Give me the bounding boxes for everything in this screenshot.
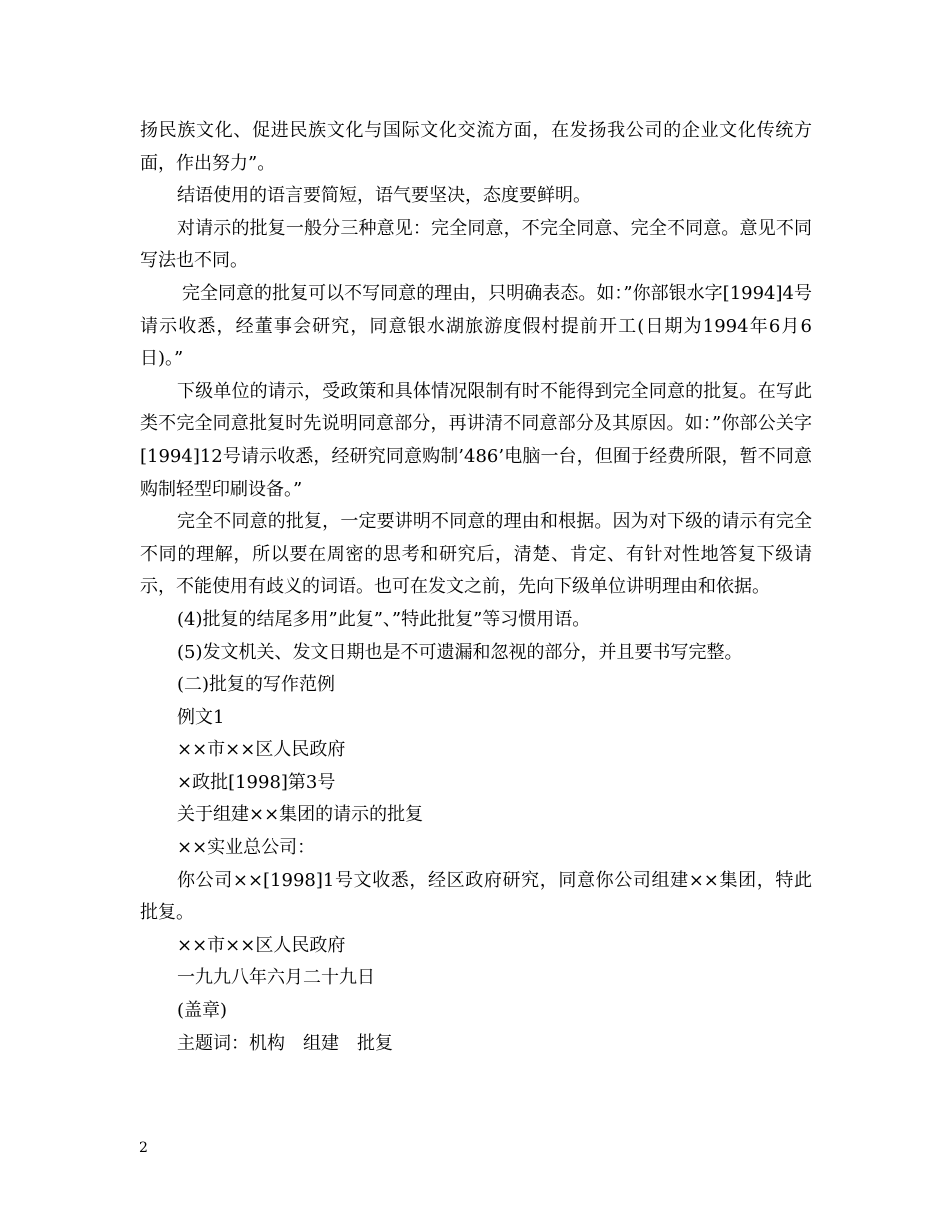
paragraph-5: 下级单位的请示，受政策和具体情况限制有时不能得到完全同意的批复。在写此类不完全同意批复时先说明同意部分，再讲清不同意部分及其原因。如：”你部公关字[1994]12号请示收悉，经研究同意购制’486’电脑一台，但囿于经费所限，暂不同意购制轻型印刷设备。” [140, 380, 812, 500]
reply-body: 你公司××[1998]1号文收悉，经区政府研究，同意你公司组建××集团，特此批复。 [140, 869, 812, 924]
signature-authority: ××市××区人民政府 [177, 934, 346, 956]
subject-keywords: 主题词：机构 组建 批复 [177, 1032, 393, 1054]
paragraph-4: 完全同意的批复可以不写同意的理由，只明确表态。如：”你部银水字[1994]4号请示收悉，经董事会研究，同意银水湖旅游度假村提前开工(日期为1994年6月6日)。” [140, 282, 812, 370]
document-number: ×政批[1998]第3号 [177, 771, 336, 793]
signature-date: 一九九八年六月二十九日 [177, 967, 375, 989]
document-title: 关于组建××集团的请示的批复 [177, 804, 424, 826]
section-heading: (二)批复的写作范例 [177, 674, 336, 696]
page-number: 2 [139, 1140, 148, 1156]
paragraph-3: 对请示的批复一般分三种意见：完全同意，不完全同意、完全不同意。意见不同写法也不同。 [140, 217, 812, 272]
page-body [140, 115, 812, 1060]
addressee: ××实业总公司： [177, 837, 316, 859]
issuing-authority: ××市××区人民政府 [177, 739, 346, 761]
paragraph-2: 结语使用的语言要简短，语气要坚决，态度要鲜明。 [177, 185, 591, 207]
paragraph-1: 扬民族文化、促进民族文化与国际文化交流方面，在发扬我公司的企业文化传统方面，作出努力”。 [140, 120, 812, 174]
seal-note: (盖章) [177, 1000, 228, 1022]
paragraph-6: 完全不同意的批复，一定要讲明不同意的理由和根据。因为对下级的请示有完全不同的理解，所以要在周密的思考和研究后，清楚、肯定、有针对性地答复下级请示，不能使用有歧义的词语。也可在发文之前，先向下级单位讲明理由和依据。 [140, 511, 812, 598]
paragraph-7: (4)批复的结尾多用”此复”、”特此批复”等习惯用语。 [177, 608, 591, 630]
paragraph-8: (5)发文机关、发文日期也是不可遗漏和忽视的部分，并且要书写完整。 [177, 641, 743, 663]
example-label: 例文1 [177, 706, 225, 728]
